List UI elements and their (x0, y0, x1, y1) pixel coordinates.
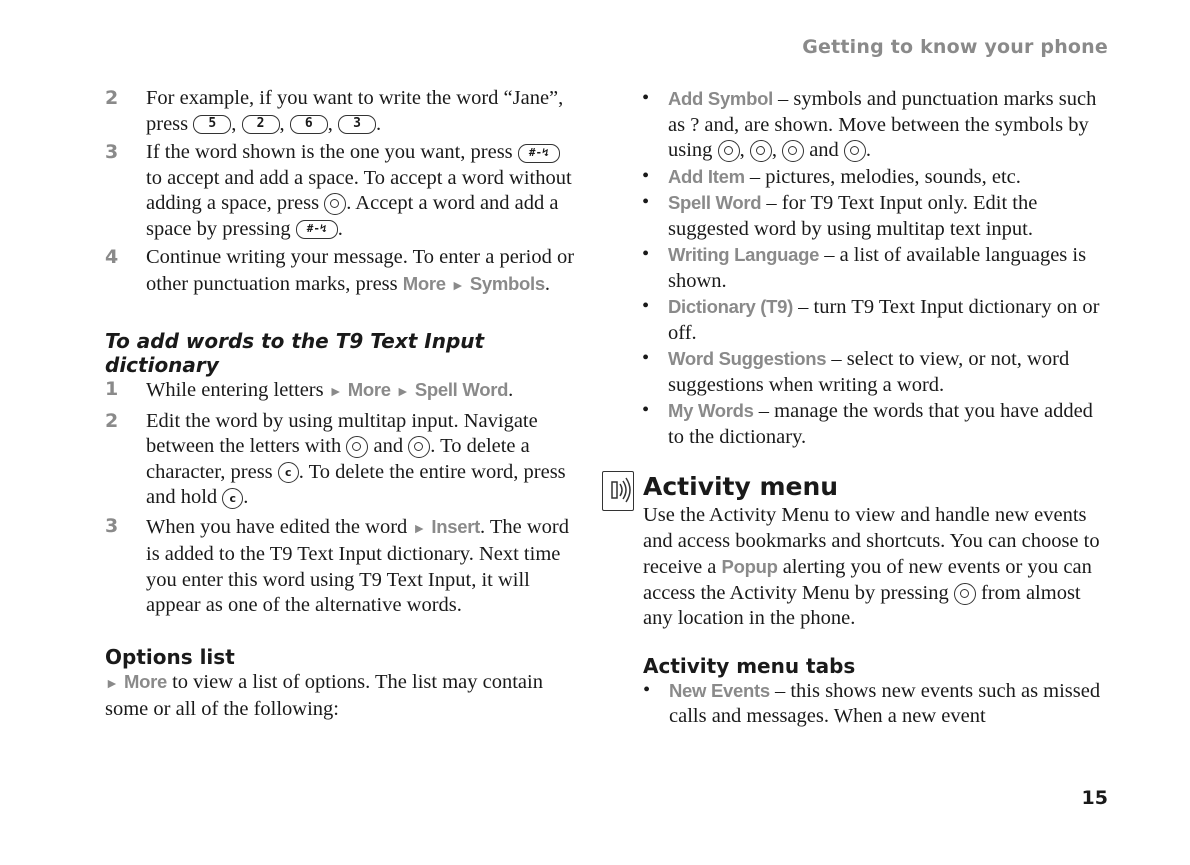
menu-symbols-label: Symbols (469, 272, 545, 294)
step-text: Edit the word by using multitap input. Navigate between the letters with (146, 409, 538, 457)
option-label: Word Suggestions (668, 348, 827, 369)
arrow-right-icon: ► (450, 278, 465, 294)
arrow-right-icon: ► (105, 676, 119, 692)
page-header: Getting to know your phone (802, 36, 1108, 58)
menu-spell-word-label: Spell Word (414, 379, 509, 400)
step-text: If the word shown is the one you want, press (146, 141, 513, 163)
option-label: Spell Word (668, 192, 762, 213)
page-number: 15 (1081, 787, 1108, 809)
arrow-right-icon: ► (395, 385, 410, 400)
step-2-example: 2 For example, if you want to write the word “Jane”, press 5 , 2 , 6 , 3 . (105, 87, 564, 135)
menu-more-label: More (402, 272, 446, 294)
step-number: 4 (105, 246, 119, 268)
activity-menu-icon (602, 471, 634, 511)
activity-menu-tabs-heading: Activity menu tabs (643, 653, 856, 678)
navigation-key-icon (408, 436, 430, 458)
c-key-icon: c (278, 462, 299, 483)
key-5-icon: 5 (193, 115, 231, 134)
option-word-suggestions: • Word Suggestions – select to view, or not, word suggestions when writing a word. (642, 346, 1112, 398)
navigation-key-icon (782, 140, 804, 162)
navigation-key-icon (844, 140, 866, 162)
right-column (642, 86, 1112, 450)
step-text: For example, if you want to write the word “Jane”, press (146, 87, 564, 135)
step-number: 3 (105, 141, 119, 163)
option-writing-language: • Writing Language – a list of available languages is shown. (642, 242, 1112, 294)
step-text: . (337, 217, 343, 240)
step-text: . The word is added to the T9 Text Input dictionary. Next time you enter this word using T9 Text Input, it will appear as one of the alternative words. (146, 515, 570, 616)
arrow-right-icon: ► (412, 521, 427, 537)
step-text: While entering letters (146, 379, 324, 401)
key-3-icon: 3 (338, 115, 376, 134)
step-4-continue (105, 245, 575, 299)
step-text: . (544, 272, 551, 295)
options-list-text: ► More to view a list of options. The list may contain some or all of the following: (105, 670, 543, 720)
option-add-item: • Add Item – pictures, melodies, sounds, etc. (642, 164, 1112, 191)
step-text: to accept and add a space. To accept a word without adding a space, press (146, 166, 572, 214)
option-label: Add Symbol (668, 88, 773, 109)
menu-insert-label: Insert (431, 515, 480, 537)
activity-menu-body (643, 503, 1113, 730)
add-step-1 (105, 377, 575, 406)
tab-new-events: • New Events – this shows new events such as missed calls and messages. When a new event (643, 678, 1113, 730)
step-number: 2 (105, 87, 119, 109)
options-list-heading: Options list (105, 644, 235, 669)
option-label: My Words (668, 400, 754, 421)
option-label: Dictionary (T9) (668, 296, 794, 317)
hash-key-icon: #-↯ (296, 220, 338, 239)
step-number: 3 (105, 514, 119, 537)
option-spell-word: • Spell Word – for T9 Text Input only. Edit the suggested word by using multitap text input. (642, 190, 1112, 242)
step-text: Continue writing your message. To enter a period or other punctuation marks, press (146, 246, 575, 295)
activity-menu-title: Activity menu (643, 472, 839, 501)
left-column (105, 86, 575, 723)
option-label: New Events (669, 679, 770, 701)
option-dictionary-t9: • Dictionary (T9) – turn T9 Text Input dictionary on or off. (642, 294, 1112, 346)
navigation-key-icon (718, 140, 740, 162)
step-number: 2 (105, 409, 119, 432)
popup-label: Popup (721, 556, 778, 577)
menu-more-label: More (123, 670, 167, 692)
navigation-key-icon (324, 193, 346, 215)
option-label: Writing Language (668, 244, 820, 265)
c-key-icon: c (222, 488, 243, 509)
step-text: When you have edited the word (146, 515, 408, 538)
step-text: . (508, 379, 514, 401)
step-number: 1 (105, 378, 119, 400)
navigation-key-icon (750, 140, 772, 162)
arrow-right-icon: ► (328, 385, 343, 400)
key-2-icon: 2 (242, 115, 280, 134)
activity-menu-description: Use the Activity Menu to view and handle new events and access bookmarks and shortcuts. You can choose to receive a Popup alerting you of new events or you can access the Activity Menu by pressing from almost any location in the phone. (643, 504, 1100, 629)
hash-key-icon: #-↯ (518, 144, 560, 163)
navigation-key-icon (346, 436, 368, 458)
option-label: Add Item (668, 165, 745, 187)
activity-key-icon (954, 583, 976, 605)
add-step-3 (105, 514, 575, 619)
step-text: and (373, 435, 404, 457)
option-my-words: • My Words – manage the words that you have added to the dictionary. (642, 398, 1112, 450)
step-3-accept (105, 140, 575, 242)
step-text: . To delete a character, press (146, 435, 530, 483)
option-add-symbol: • Add Symbol – symbols and punctuation marks such as ? and, are shown. Move between the symbols by using , , and . (642, 86, 1112, 164)
key-6-icon: 6 (290, 115, 328, 134)
add-words-heading: To add words to the T9 Text Input dictionary (105, 329, 485, 377)
add-step-2 (105, 409, 575, 511)
step-text: . To delete the entire word, press and hold (146, 460, 566, 508)
step-text: . (243, 486, 249, 508)
step-text: . Accept a word and add a space by pressing (146, 192, 559, 240)
menu-more-label: More (347, 379, 391, 400)
